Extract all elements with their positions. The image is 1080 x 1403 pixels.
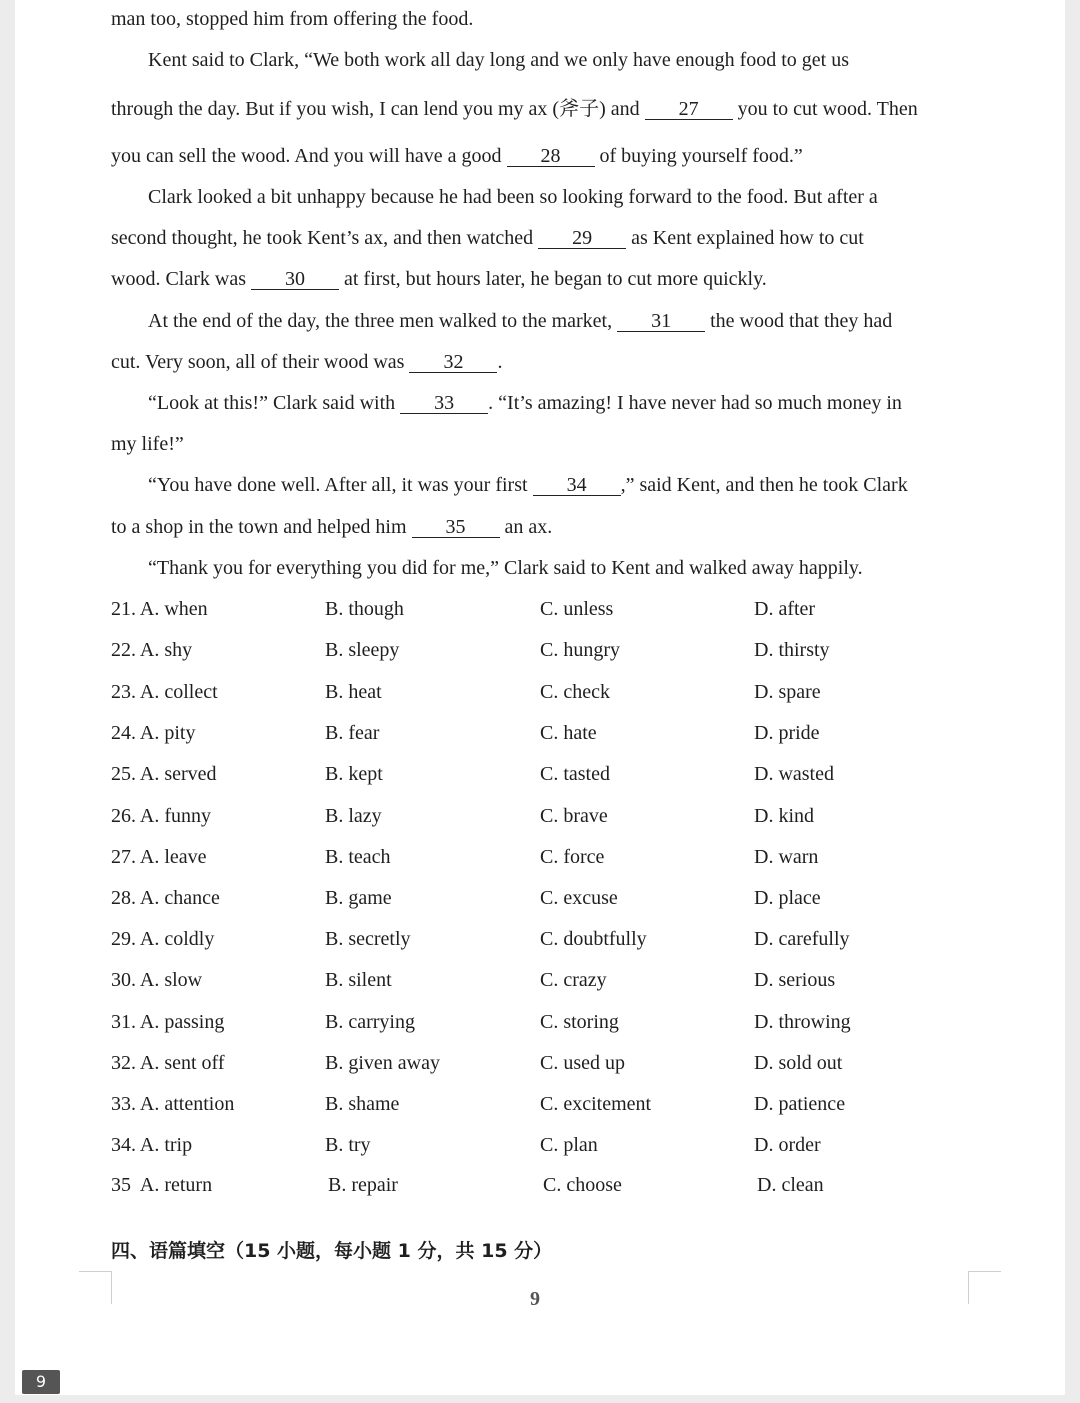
option-d: D. sold out xyxy=(754,1052,843,1074)
blank-34: 34 xyxy=(533,475,621,496)
passage-line: “Thank you for everything you did for me,” Clark said to Kent and walked away happily. xyxy=(148,557,863,579)
option-b: B. teach xyxy=(325,846,391,868)
passage-line: my life!” xyxy=(111,433,184,455)
passage-line: Kent said to Clark, “We both work all day long and we only have enough food to get us xyxy=(148,49,850,71)
passage-line: Clark looked a bit unhappy because he had been so looking forward to the food. But after a xyxy=(148,186,878,208)
option-b: B. game xyxy=(325,887,392,909)
option-a: 23. A. collect xyxy=(111,681,218,703)
option-d: D. kind xyxy=(754,805,814,827)
option-a: 27. A. leave xyxy=(111,846,207,868)
option-c: C. unless xyxy=(540,598,614,620)
passage-text: as Kent explained how to cut xyxy=(626,227,864,249)
passage-text: cut. Very soon, all of their wood was xyxy=(111,351,410,373)
passage-line xyxy=(111,350,502,374)
option-c: C. excitement xyxy=(540,1093,652,1115)
passage-line xyxy=(111,267,767,291)
passage-text: At the end of the day, the three men walked to the market, xyxy=(148,310,618,332)
option-b: B. try xyxy=(325,1134,371,1156)
option-c: C. doubtfully xyxy=(540,928,647,950)
page-badge: 9 xyxy=(22,1370,60,1394)
option-c: C. choose xyxy=(543,1174,622,1196)
option-d: D. place xyxy=(754,887,821,909)
option-b: B. kept xyxy=(325,763,383,785)
option-c: C. force xyxy=(540,846,605,868)
option-a: 33. A. attention xyxy=(111,1093,235,1115)
option-c: C. brave xyxy=(540,805,608,827)
passage-text: the wood that they had xyxy=(705,310,893,332)
option-c: C. check xyxy=(540,681,610,703)
option-a: 35 A. return xyxy=(111,1174,213,1196)
option-c: C. tasted xyxy=(540,763,610,785)
passage-line xyxy=(111,515,552,539)
option-c: C. hungry xyxy=(540,639,620,661)
option-a: 32. A. sent off xyxy=(111,1052,225,1074)
option-a: 21. A. when xyxy=(111,598,208,620)
passage-text: . “It’s amazing! I have never had so much money in xyxy=(488,392,902,414)
option-a: 30. A. slow xyxy=(111,969,203,991)
blank-31: 31 xyxy=(617,311,705,332)
option-d: D. thirsty xyxy=(754,639,830,661)
option-a: 34. A. trip xyxy=(111,1134,193,1156)
option-b: B. repair xyxy=(328,1174,398,1196)
option-d: D. pride xyxy=(754,722,820,744)
option-b: B. silent xyxy=(325,969,392,991)
option-d: D. throwing xyxy=(754,1011,851,1033)
option-b: B. secretly xyxy=(325,928,411,950)
option-a: 28. A. chance xyxy=(111,887,220,909)
option-d: D. clean xyxy=(757,1174,824,1196)
passage-text: “You have done well. After all, it was your first xyxy=(148,474,533,496)
option-b: B. though xyxy=(325,598,404,620)
option-c: C. storing xyxy=(540,1011,619,1033)
option-b: B. lazy xyxy=(325,805,382,827)
passage-line xyxy=(111,226,864,250)
passage-text: wood. Clark was xyxy=(111,268,251,290)
option-d: D. wasted xyxy=(754,763,834,785)
passage-line xyxy=(111,144,803,168)
passage-text: through the day. But if you wish, I can lend you my ax (斧子) and xyxy=(111,98,645,120)
option-c: C. excuse xyxy=(540,887,618,909)
option-d: D. after xyxy=(754,598,816,620)
passage-text: “Look at this!” Clark said with xyxy=(148,392,401,414)
option-c: C. hate xyxy=(540,722,597,744)
blank-27: 27 xyxy=(645,99,733,120)
option-d: D. order xyxy=(754,1134,821,1156)
corner-mark-right xyxy=(968,1271,1001,1304)
passage-text: . xyxy=(497,351,503,373)
passage-text: at first, but hours later, he began to cut more quickly. xyxy=(338,268,767,290)
option-d: D. carefully xyxy=(754,928,850,950)
passage-text: second thought, he took Kent’s ax, and then watched xyxy=(111,227,539,249)
passage-line xyxy=(148,473,908,497)
passage-text: ,” said Kent, and then he took Clark xyxy=(620,474,908,496)
option-a: 24. A. pity xyxy=(111,722,196,744)
option-b: B. given away xyxy=(325,1052,440,1074)
option-d: D. serious xyxy=(754,969,836,991)
option-b: B. carrying xyxy=(325,1011,415,1033)
passage-line xyxy=(148,309,892,333)
option-c: C. crazy xyxy=(540,969,607,991)
passage-line: man too, stopped him from offering the food. xyxy=(111,8,474,30)
blank-30: 30 xyxy=(251,269,339,290)
option-b: B. heat xyxy=(325,681,382,703)
option-a: 22. A. shy xyxy=(111,639,193,661)
option-a: 26. A. funny xyxy=(111,805,211,827)
corner-mark-left xyxy=(79,1271,112,1304)
blank-28: 28 xyxy=(507,146,595,167)
passage-text: you can sell the wood. And you will have a good xyxy=(111,145,507,167)
blank-35: 35 xyxy=(412,517,500,538)
page-number: 9 xyxy=(530,1288,540,1310)
option-d: D. warn xyxy=(754,846,819,868)
section-heading: 四、语篇填空（15 小题，每小题 1 分，共 15 分） xyxy=(111,1240,553,1262)
option-b: B. shame xyxy=(325,1093,400,1115)
passage-line xyxy=(148,391,902,415)
passage-text: you to cut wood. Then xyxy=(732,98,918,120)
passage-text: an ax. xyxy=(499,516,553,538)
blank-29: 29 xyxy=(538,228,626,249)
option-a: 25. A. served xyxy=(111,763,217,785)
option-a: 31. A. passing xyxy=(111,1011,225,1033)
option-a: 29. A. coldly xyxy=(111,928,215,950)
passage-text: to a shop in the town and helped him xyxy=(111,516,412,538)
passage-line xyxy=(111,97,918,121)
option-b: B. sleepy xyxy=(325,639,400,661)
option-c: C. used up xyxy=(540,1052,625,1074)
option-b: B. fear xyxy=(325,722,380,744)
option-d: D. patience xyxy=(754,1093,846,1115)
blank-32: 32 xyxy=(409,352,497,373)
option-c: C. plan xyxy=(540,1134,598,1156)
option-d: D. spare xyxy=(754,681,821,703)
blank-33: 33 xyxy=(400,393,488,414)
passage-text: of buying yourself food.” xyxy=(594,145,803,167)
